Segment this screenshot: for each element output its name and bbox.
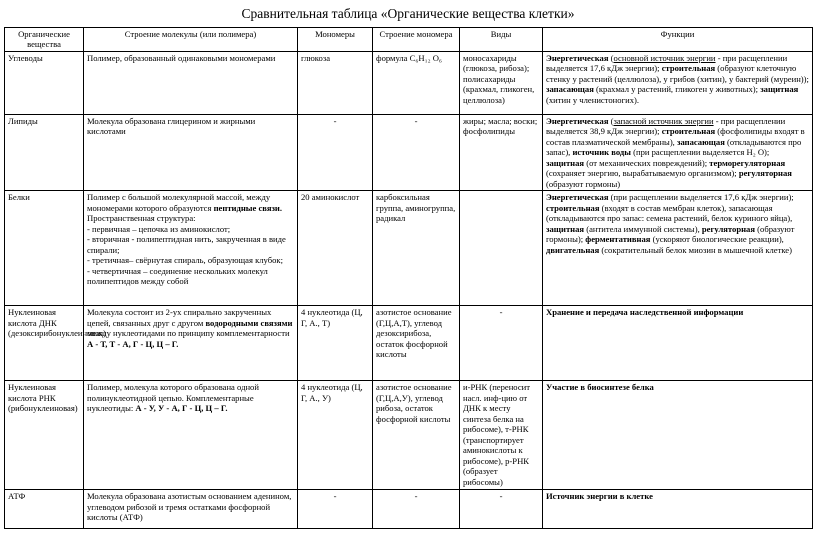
- table-header-row: [5, 28, 813, 52]
- header-substances: Органические вещества: [5, 28, 84, 52]
- function-term: запасающая: [676, 136, 725, 147]
- function-term: защитная: [546, 157, 585, 168]
- function-term: Энергетическая: [546, 52, 609, 63]
- header-functions: Функции: [543, 28, 813, 52]
- header-kinds: Виды: [460, 28, 543, 52]
- row-name: АТФ: [5, 490, 84, 529]
- row-name: Нуклеиновая кислота РНК (рибонуклеиновая): [5, 381, 84, 490]
- table-row: [5, 191, 813, 306]
- table-row: [5, 490, 813, 529]
- row-functions: Энергетическая (запасной источник энергии - при расщеплении выделяется 38,9 кДж энергии); строительная (фосфолипиды входят в состав плазматической мембраны), запасающая (откладываются про запас), источник воды (при расщеплении выделяется H₂ O); защитная (от механических повреждений); терморегуляторная (сохраняет энергию, вырабатываемую организмом); регуляторная (образуют гормоны): [543, 114, 813, 190]
- row-name: Липиды: [5, 114, 84, 190]
- row-structure: Полимер с большой молекулярной массой, между мономерами которого образуются пептидные связи. Пространственная структура: - первичная – цепочка из аминокислот; - вторичная - полипептидная нить, закрученная в виде спирали; - третичная– свёрнутая спираль, образующая клубок; - четвертичная – соединение нескольких молекул полипептидов между собой: [84, 191, 298, 306]
- function-term: защитная: [546, 223, 585, 234]
- structure-term: пептидные связи.: [213, 202, 283, 213]
- row-monomers: -: [298, 114, 373, 190]
- row-monomers: 4 нуклеотида (Ц, Г, А., У): [298, 381, 373, 490]
- function-term: Энергетическая: [546, 115, 609, 126]
- row-functions: [543, 490, 813, 529]
- row-monomer-structure: -: [373, 490, 460, 529]
- header-monomer-structure: Строение мономера: [373, 28, 460, 52]
- function-note: основной источник энергии: [613, 52, 716, 63]
- structure-term: А - У, У - А, Г - Ц, Ц – Г.: [135, 403, 228, 414]
- structure-term: А - Т, Т - А, Г - Ц, Ц – Г.: [87, 338, 179, 349]
- row-functions: Энергетическая (основной источник энергии - при расщеплении выделяется 17,6 кДж энергии); строительная (образуют клеточную стенку у растений (целлюлоза), у грибов (хитин), у бактерий (муреин)); запасающая (крахмал у растений, гликоген у животных); защитная (хитин у членистоногих).: [543, 51, 813, 114]
- table-row: [5, 381, 813, 490]
- function-term: запасающая: [546, 84, 594, 95]
- table-row: [5, 114, 813, 190]
- header-structure: Строение молекулы (или полимера): [84, 28, 298, 52]
- row-monomers: 4 нуклеотида (Ц, Г, А., Т): [298, 306, 373, 381]
- table-row: [5, 51, 813, 114]
- row-kinds: жиры; масла; воски; фосфолипиды: [460, 114, 543, 190]
- row-structure: Полимер, образованный одинаковыми мономерами: [84, 51, 298, 114]
- function-term: регуляторная: [738, 168, 792, 179]
- function-term: Энергетическая: [546, 192, 609, 203]
- row-monomer-structure: формула C₆H₁₂ O₆: [373, 51, 460, 114]
- row-functions: Энергетическая (при расщеплении выделяется 17,6 кДж энергии); строительная (входят в состав мембран клеток), запасающая (откладываются про запас: семена растений, белок куриного яйца), защитная (антитела иммунной системы), регуляторная (образуют гормоны); ферментативная (ускоряют биологические реакции), двигательная (сократительный белок миозин в мышечной клетке): [543, 191, 813, 306]
- comparison-table: [4, 27, 813, 529]
- row-kinds: [460, 191, 543, 306]
- function-term: Хранение и передача наследственной информации: [546, 307, 744, 318]
- function-term: строительная: [661, 63, 716, 74]
- function-term: строительная: [546, 202, 600, 213]
- function-note: запасной источник энергии: [613, 115, 714, 126]
- function-term: терморегуляторная: [709, 157, 786, 168]
- function-term: регуляторная: [701, 223, 756, 234]
- row-kinds: моносахариды (глюкоза, рибоза); полисахариды (крахмал, гликоген, целлюлоза): [460, 51, 543, 114]
- row-monomer-structure: -: [373, 114, 460, 190]
- row-monomer-structure: карбоксильная группа, аминогруппа, радикал: [373, 191, 460, 306]
- row-structure: Молекула образована глицерином и жирными кислотами: [84, 114, 298, 190]
- row-name: Углеводы: [5, 51, 84, 114]
- function-term: защитная: [760, 84, 799, 95]
- row-name: Белки: [5, 191, 84, 306]
- function-term: двигательная: [546, 244, 600, 255]
- function-term: ферментативная: [585, 234, 651, 245]
- row-kinds: -: [460, 306, 543, 381]
- function-term: Источник энергии в клетке: [546, 491, 653, 502]
- row-kinds: и-РНК (переносит насл. инф-цию от ДНК к месту синтеза белка на рибосоме), т-РНК (транспортирует аминокислоты к рибосоме), р-РНК (образует рибосомы): [460, 381, 543, 490]
- function-term: Участие в биосинтезе белка: [546, 382, 654, 393]
- structure-term: водородными связями: [205, 317, 293, 328]
- table-row: [5, 306, 813, 381]
- row-structure: Полимер, молекула которого образована одной полинуклеотидной цепью. Комплементарные нуклеотиды: А - У, У - А, Г - Ц, Ц – Г.: [84, 381, 298, 490]
- row-kinds: -: [460, 490, 543, 529]
- row-functions: [543, 306, 813, 381]
- row-structure: Молекула образована азотистым основанием аденином, углеводом рибозой и тремя остатками фосфорной кислоты (АТФ): [84, 490, 298, 529]
- row-functions: [543, 381, 813, 490]
- row-name: Нуклеиновая кислота ДНК (дезоксирибонуклеиновая): [5, 306, 84, 381]
- row-monomer-structure: азотистое основание (Г,Ц,А,У), углевод рибоза, остаток фосфорной кислоты: [373, 381, 460, 490]
- row-monomers: глюкоза: [298, 51, 373, 114]
- page-title: Сравнительная таблица «Органические вещества клетки»: [241, 6, 575, 21]
- row-monomers: 20 аминокислот: [298, 191, 373, 306]
- header-monomers: Мономеры: [298, 28, 373, 52]
- function-term: источник воды: [572, 147, 631, 158]
- row-monomers: -: [298, 490, 373, 529]
- row-monomer-structure: азотистое основание (Г,Ц,А,Т), углевод дезоксирибоза, остаток фосфорной кислоты: [373, 306, 460, 381]
- row-structure: Молекула состоит из 2-ух спирально закрученных цепей, связанных друг с другом водородными связями между нуклеотидами по принципу комплементарности А - Т, Т - А, Г - Ц, Ц – Г.: [84, 306, 298, 381]
- function-term: строительная: [661, 126, 716, 137]
